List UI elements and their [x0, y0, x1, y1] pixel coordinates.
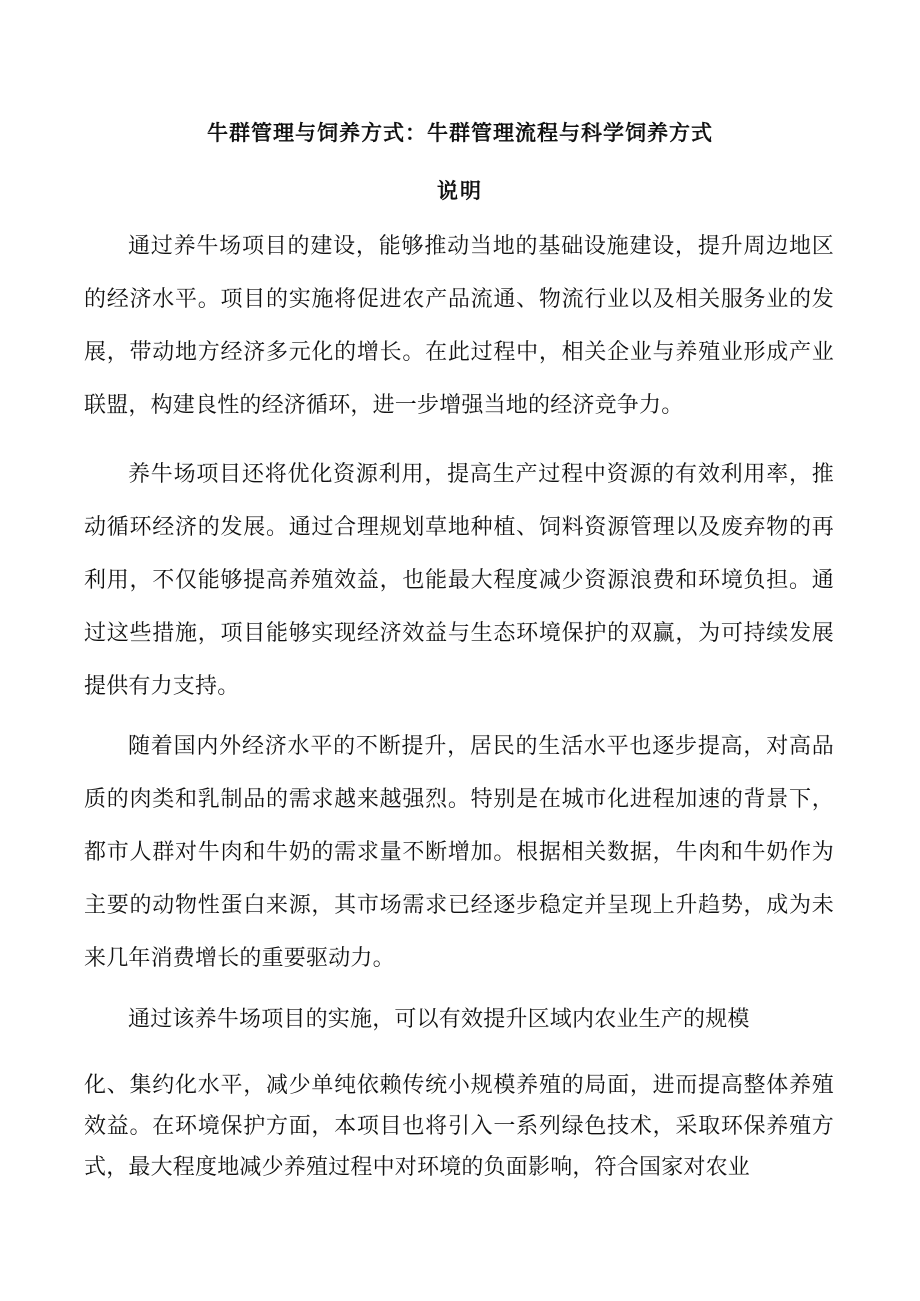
paragraph-2: 养牛场项目还将优化资源利用，提高生产过程中资源的有效利用率，推动循环经济的发展。通过合理规划草地种植、饲料资源管理以及废弃物的再利用，不仅能够提高养殖效益，也能最大程度减少资源浪费和环境负担。通过这些措施，项目能够实现经济效益与生态环境保护的双赢，为可持续发展提供有力支持。 [84, 462, 834, 699]
document-subtitle: 说明 [437, 178, 483, 203]
paragraph-3: 随着国内外经济水平的不断提升，居民的生活水平也逐步提高，对高品质的肉类和乳制品的需求越来越强烈。特别是在城市化进程加速的背景下，都市人群对牛肉和牛奶的需求量不断增加。根据相关数据，牛肉和牛奶作为主要的动物性蛋白来源，其市场需求已经逐步稳定并呈现上升趋势，成为未来几年消费增长的重要驱动力。 [84, 734, 834, 971]
paragraph-1: 通过养牛场项目的建设，能够推动当地的基础设施建设，提升周边地区的经济水平。项目的实施将促进农产品流通、物流行业以及相关服务业的发展，带动地方经济多元化的增长。在此过程中，相关企业与养殖业形成产业联盟，构建良性的经济循环，进一步增强当地的经济竞争力。 [84, 234, 834, 418]
paragraph-4: 通过该养牛场项目的实施，可以有效提升区域内农业生产的规模 [128, 1007, 750, 1032]
paragraph-5: 化、集约化水平，减少单纯依赖传统小规模养殖的局面，进而提高整体养殖效益。在环境保护方面，本项目也将引入一系列绿色技术，采取环保养殖方式，最大程度地减少养殖过程中对环境的负面影响，符合国家对农业 [84, 1073, 834, 1180]
document-title: 牛群管理与饲养方式：牛群管理流程与科学饲养方式 [207, 120, 713, 145]
